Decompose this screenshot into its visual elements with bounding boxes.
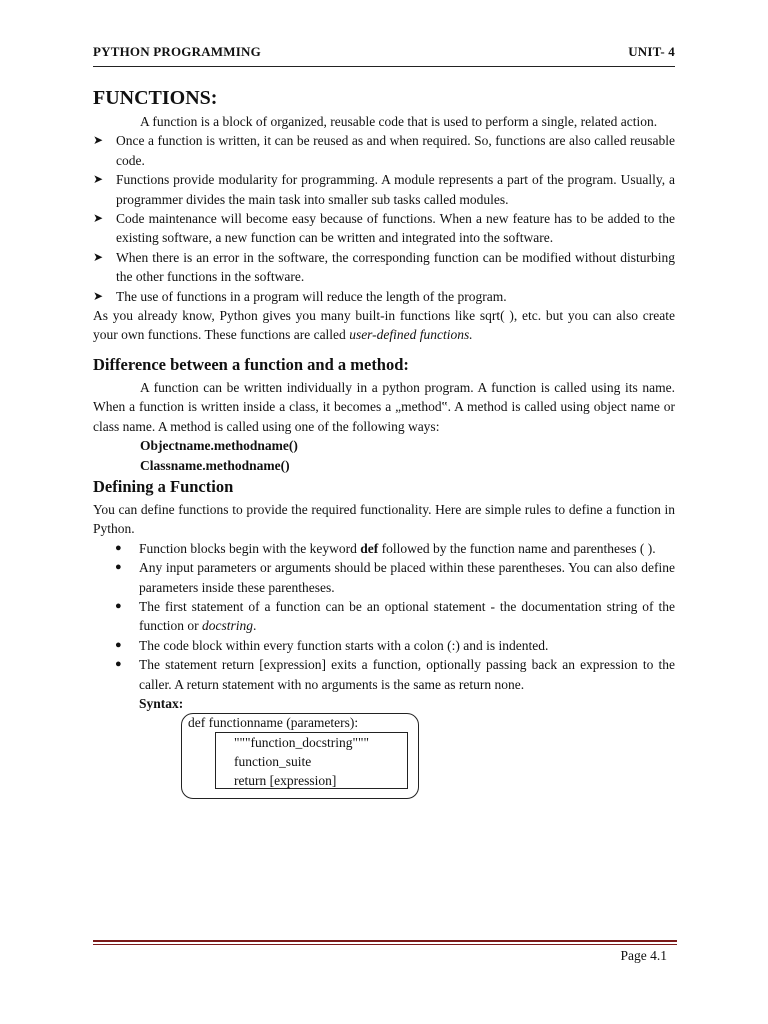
benefits-list bbox=[93, 131, 675, 306]
dot-bullet-icon: ● bbox=[115, 638, 122, 651]
document-body bbox=[93, 86, 675, 799]
page-title: FUNCTIONS: bbox=[93, 87, 218, 109]
syntax-suite-line: function_suite bbox=[234, 754, 312, 770]
list-item: ➤ Functions provide modularity for programming. A module represents a part of the program. Usually, a programmer divides the main task into smaller sub tasks called modules. bbox=[93, 172, 675, 207]
footer-rule-thin bbox=[93, 944, 677, 945]
section-heading-difference: Difference between a function and a method: bbox=[93, 354, 409, 374]
header-course-title: PYTHON PROGRAMMING bbox=[93, 44, 261, 59]
difference-paragraph: A function can be written individually in a python program. A function is called using its name. When a function is written inside a class, it becomes a „method‟. A method is called using object name or class name. A method is called using one of the following ways: bbox=[93, 379, 675, 434]
arrow-bullet-icon: ➤ bbox=[93, 133, 104, 148]
syntax-label: Syntax: bbox=[139, 695, 184, 711]
method-call-class: Classname.methodname() bbox=[140, 457, 290, 473]
syntax-docstring-line: """function_docstring""" bbox=[234, 735, 370, 751]
arrow-bullet-icon: ➤ bbox=[93, 172, 104, 187]
arrow-bullet-icon: ➤ bbox=[93, 249, 104, 264]
list-item: ➤ When there is an error in the software, the corresponding function can be modified without disturbing the other functions in the software. bbox=[93, 249, 675, 285]
list-item: ● Function blocks begin with the keyword def followed by the function name and parentheses ( ). bbox=[115, 539, 675, 558]
def-keyword: def bbox=[360, 540, 379, 556]
arrow-bullet-icon: ➤ bbox=[93, 211, 104, 226]
syntax-box bbox=[181, 713, 419, 799]
defining-paragraph: You can define functions to provide the required functionality. Here are simple rules to define a function in Python. bbox=[93, 501, 675, 537]
arrow-bullet-icon: ➤ bbox=[93, 288, 104, 303]
header-rule bbox=[93, 66, 675, 67]
builtin-paragraph: As you already know, Python gives you many built-in functions like sqrt( ), etc. but you can also create your own functions. These functions are called user-defined functions. bbox=[93, 308, 675, 343]
page-number: Page 4.1 bbox=[620, 948, 667, 963]
page-header bbox=[93, 44, 675, 62]
dot-bullet-icon: ● bbox=[115, 599, 122, 612]
dot-bullet-icon: ● bbox=[115, 541, 122, 554]
list-item: ● The code block within every function starts with a colon (:) and is indented. bbox=[115, 636, 675, 655]
docstring-term: docstring bbox=[202, 618, 254, 634]
user-defined-term: user-defined functions. bbox=[349, 327, 473, 343]
method-call-object: Objectname.methodname() bbox=[140, 438, 298, 454]
header-unit: UNIT- 4 bbox=[628, 44, 675, 59]
footer-rule bbox=[93, 940, 677, 942]
list-item: ● The first statement of a function can be an optional statement - the documentation string of the function or docstring. bbox=[115, 598, 675, 634]
syntax-def-line: def functionname (parameters): bbox=[188, 715, 359, 731]
dot-bullet-icon: ● bbox=[115, 658, 122, 671]
rules-list bbox=[93, 539, 675, 694]
list-item: ➤ Once a function is written, it can be reused as and when required. So, functions are also called reusable code. bbox=[93, 133, 675, 168]
list-item: ● Any input parameters or arguments should be placed within these parentheses. You can also define parameters inside these parentheses. bbox=[115, 560, 675, 595]
intro-paragraph: A function is a block of organized, reusable code that is used to perform a single, related action. bbox=[140, 114, 658, 129]
list-item: ➤ The use of functions in a program will reduce the length of the program. bbox=[93, 287, 675, 306]
section-heading-defining: Defining a Function bbox=[93, 476, 234, 496]
syntax-return-line: return [expression] bbox=[234, 773, 337, 789]
dot-bullet-icon: ● bbox=[115, 561, 122, 574]
list-item: ➤ Code maintenance will become easy because of functions. When a new feature has to be added to the existing software, a new function can be written and integrated into the software. bbox=[93, 211, 675, 246]
syntax-body-box bbox=[215, 732, 408, 789]
list-item: ● The statement return [expression] exits a function, optionally passing back an expression to the caller. A return statement with no arguments is the same as return none. bbox=[115, 657, 675, 692]
